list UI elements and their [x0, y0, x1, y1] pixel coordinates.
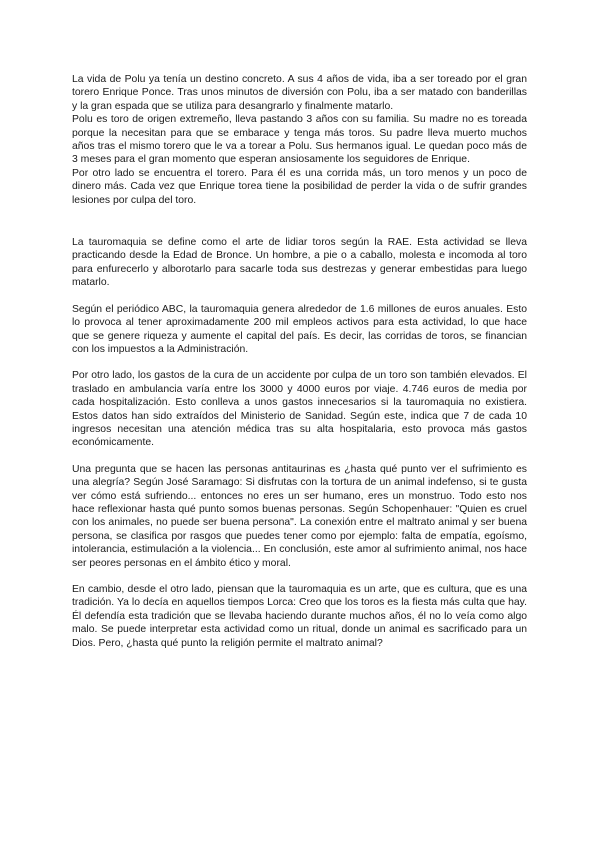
body-paragraph-costs: Por otro lado, los gastos de la cura de un accidente por culpa de un toro son también elevados. El traslado en ambulancia varía entre los 3000 y 4000 euros por viaje. 4.746 euros de media por cada hospitalización. Esto conlleva a unos gastos innecesarios si la tauromaquia no existiera. Estos datos han sido extraídos del Ministerio de Sanidad. Según este, indica que 7 de cada 10 ingresos necesitan una atención médica tras su alta hospitalaria, esto provoca más gastos económicamente. [72, 370, 527, 449]
body-paragraph-ethics: Una pregunta que se hacen las personas antitaurinas es ¿hasta qué punto ver el sufrimiento es una alegría? Según José Saramago: Si disfrutas con la tortura de un animal indefenso, si te gusta ver cómo está sufriendo... entonces no eres un ser humano, eres un monstruo. Todo esto nos hace reflexionar hasta qué punto somos buenas personas. Según Schopenhauer: "Quien es cruel con los animales, no puede ser buena persona". La conexión entre el maltrato animal y ser buena persona, se clasifica por rasgos que puedes tener como por ejemplo: falta de empatía, egoísmo, intolerancia, estimulación a la violencia... En conclusión, este amor al sufrimiento animal, nos hace ser peores personas en el ámbito ético y moral. [72, 463, 527, 569]
body-paragraph-definition: La tauromaquia se define como el arte de lidiar toros según la RAE. Esta actividad se lleva practicando desde la Edad de Bronce. Un hombre, a pie o a caballo, molesta e incomoda al toro para enfurecerlo y alborotarlo para sacarle toda sus destrezas y generar embestidas para luego matarlo. [72, 237, 527, 289]
body-paragraph-economy: Según el periódico ABC, la tauromaquia genera alrededor de 1.6 millones de euros anuales. Esto lo provoca al tener aproximadamente 200 mil empleos activos para esta actividad, lo que hace que se genere riqueza y aumente el capital del país. Es decir, las corridas de toros, se financian con los impuestos a la Administración. [72, 303, 527, 355]
document-body [72, 73, 527, 650]
intro-paragraph-2: Polu es toro de origen extremeño, lleva pastando 3 años con su familia. Su madre no es toreada porque la necesitan para que se embarace y tenga más toros. Su padre lleva muerto muchos años tras el mismo torero que le va a torear a Polu. Sus hermanos igual. Le quedan poco más de 3 meses para el gran momento que esperan ansiosamente los seguidores de Enrique. [72, 114, 527, 166]
intro-paragraph-3: Por otro lado se encuentra el torero. Para él es una corrida más, un toro menos y un poco de dinero más. Cada vez que Enrique torea tiene la posibilidad de perder la vida o de sufrir grandes lesiones por culpa del toro. [72, 167, 527, 206]
body-paragraph-tradition: En cambio, desde el otro lado, piensan que la tauromaquia es un arte, que es cultura, que es una tradición. Ya lo decía en aquellos tiempos Lorca: Creo que los toros es la fiesta más culta que hay. Él defendía esta tradición que se llevaba haciendo durante muchos años, él no lo veía como algo malo. Se puede interpretar esta actividad como un ritual, donde un animal es sacrificado para un Dios. Pero, ¿hasta qué punto la religión permite el maltrato animal? [72, 584, 527, 649]
section-spacer [72, 207, 527, 236]
intro-paragraph-1: La vida de Polu ya tenía un destino concreto. A sus 4 años de vida, iba a ser toreado por el gran torero Enrique Ponce. Tras unos minutos de diversión con Polu, iba a ser matado con banderillas y la gran espada que se utiliza para desangrarlo y finalmente matarlo. [72, 74, 527, 112]
